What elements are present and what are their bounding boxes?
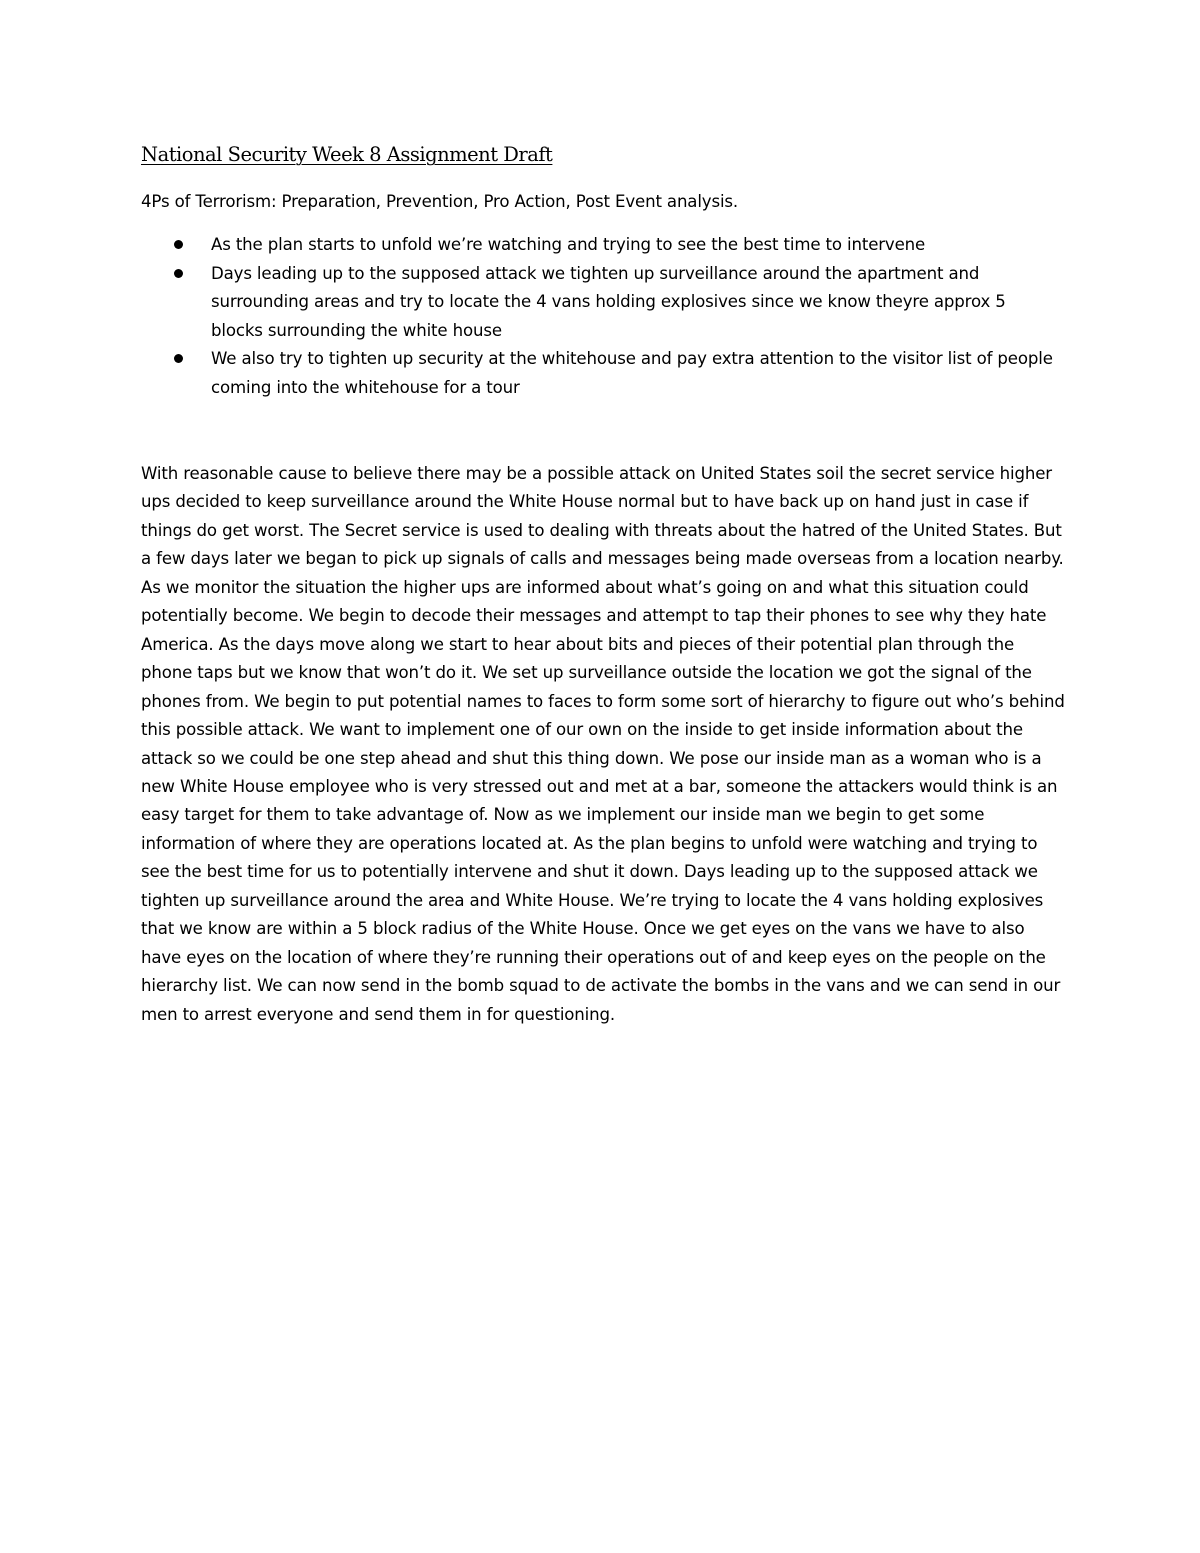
document-title: National Security Week 8 Assignment Draft — [141, 143, 553, 166]
bullet-dot-icon — [174, 354, 183, 363]
bullet-list — [141, 231, 1061, 403]
bullet-text: As the plan starts to unfold we’re watching and trying to see the best time to intervene — [211, 235, 926, 254]
bullet-item — [141, 345, 1061, 402]
document-subtitle: 4Ps of Terrorism: Preparation, Prevention, Pro Action, Post Event analysis. — [141, 192, 739, 211]
bullet-text: We also try to tighten up security at the whitehouse and pay extra attention to the visitor list of people coming into the whitehouse for a tour — [211, 349, 1053, 397]
bullet-item — [141, 231, 1061, 260]
bullet-item — [141, 260, 1061, 346]
bullet-text: Days leading up to the supposed attack we tighten up surveillance around the apartment and surrounding areas and try to locate the 4 vans holding explosives since we know theyre approx 5 blocks surrounding the white house — [211, 263, 1006, 340]
body-paragraph: With reasonable cause to believe there may be a possible attack on United States soil the secret service higher ups decided to keep surveillance around the White House normal but to have back up on hand just in case if things do get worst. The Secret service is used to dealing with threats about the hatred of the United States. But a few days later we began to pick up signals of calls and messages being made overseas from a location nearby. As we monitor the situation the higher ups are informed about what’s going on and what this situation could potentially become. We begin to decode their messages and attempt to tap their phones to see why they hate America. As the days move along we start to hear about bits and pieces of their potential plan through the phone taps but we know that won’t do it. We set up surveillance outside the location we got the signal of the phones from. We begin to put potential names to faces to form some sort of hierarchy to figure out who’s behind this possible attack. We want to implement one of our own on the inside to get inside information about the attack so we could be one step ahead and shut this thing down. We pose our inside man as a woman who is a new White House employee who is very stressed out and met at a bar, someone the attackers would think is an easy target for them to take advantage of. Now as we implement our inside man we begin to get some information of where they are operations located at. As the plan begins to unfold were watching and trying to see the best time for us to potentially intervene and shut it down. Days leading up to the supposed attack we tighten up surveillance around the area and White House. We’re trying to locate the 4 vans holding explosives that we know are within a 5 block radius of the White House. Once we get eyes on the vans we have to also have eyes on the location of where they’re running their operations out of and keep eyes on the people on the hierarchy list. We can now send in the bomb squad to de activate the bombs in the vans and we can send in our men to arrest everyone and send them in for questioning. — [141, 464, 1065, 1024]
bullet-dot-icon — [174, 240, 183, 249]
bullet-dot-icon — [174, 269, 183, 278]
